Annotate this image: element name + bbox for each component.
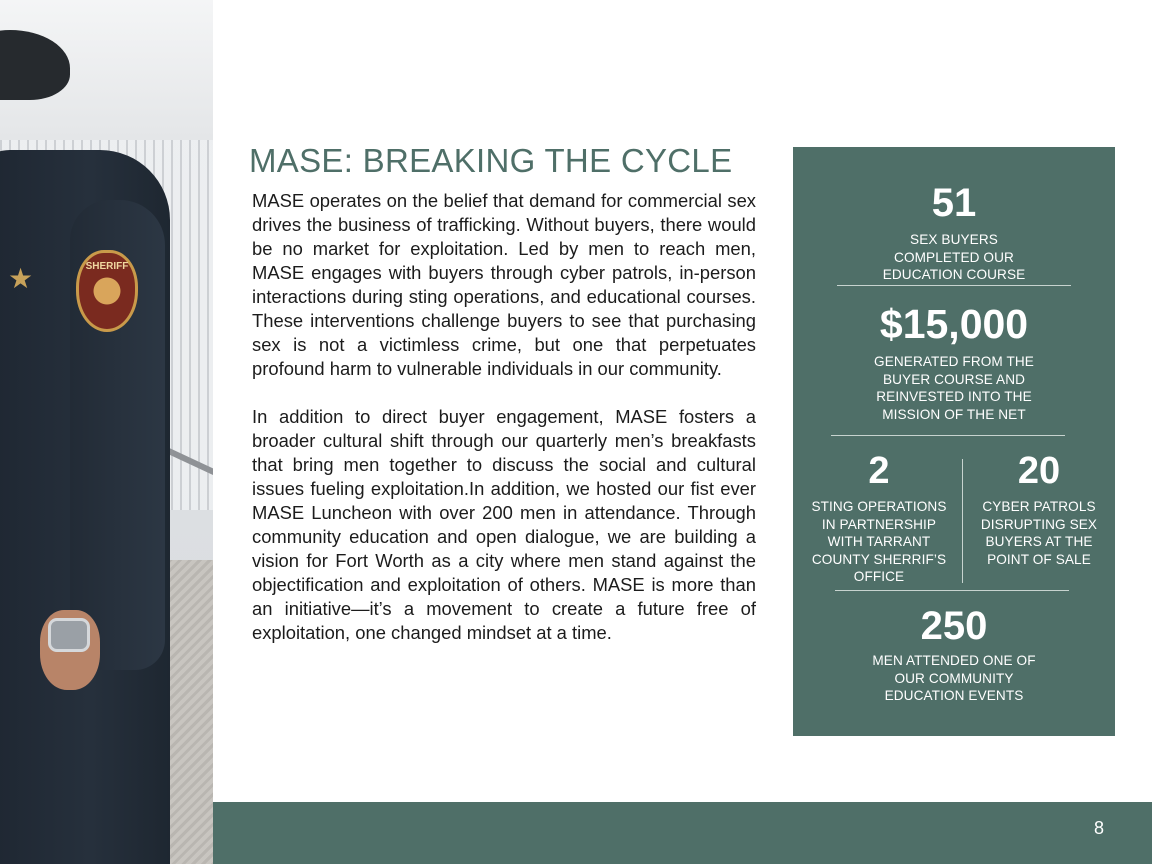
stat-value: $15,000 [879,301,1029,347]
stat-value: 250 [920,604,988,648]
stat-value: 51 [931,181,977,225]
stat-sex-buyers [833,183,1075,284]
badge-star-icon: ★ [8,263,34,294]
stat-label: STING OPERATIONS IN PARTNERSHIP WITH TARRANT COUNTY SHERRIF’S OFFICE [811,499,947,584]
sheriff-patch: SHERIFF [76,250,138,332]
stat-men-attended [833,606,1075,705]
stat-value: 20 [1017,450,1061,492]
stat-divider [831,435,1065,436]
paragraph-1: MASE operates on the belief that demand for commercial sex drives the business of trafficking. Without buyers, there would be no market for exploitation. Led by men to reach men, MASE engages with buyers through cyber patrols, in-person interactions during sting operations, and educational courses. These interventions challenge buyers to see that purchasing sex is not a victimless crime, but one that perpetuates profound harm to vulnerable individuals in our community. [252,190,756,379]
stat-label: CYBER PATROLS DISRUPTING SEX BUYERS AT THE POINT OF SALE [980,499,1098,567]
stat-funds-generated [833,301,1075,423]
wrist-watch [48,618,90,652]
page-number: 8 [1093,818,1104,838]
paragraph-2: In addition to direct buyer engagement, MASE fosters a broader cultural shift through our quarterly men’s breakfasts that bring men together to discuss the social and cultural issues fueling exploitation.In addition, we hosted our fist ever MASE Luncheon with over 200 men in attendance. Through community education and open dialogue, we are building a vision for Fort Worth as a city where men stand against the objectification and exploitation of others. MASE is more than an initiative—it’s a movement to create a future free of exploitation, one changed mindset at a time. [252,406,756,643]
stat-label: MEN ATTENDED ONE OF OUR COMMUNITY EDUCATION EVENTS [872,653,1036,703]
body-text [252,189,756,645]
stat-label: SEX BUYERS COMPLETED OUR EDUCATION COURSE [882,232,1026,282]
page-title: MASE: BREAKING THE CYCLE [249,142,733,179]
sheriff-photo [0,0,213,864]
stat-divider [835,590,1069,591]
stat-divider [837,285,1071,286]
stat-label: GENERATED FROM THE BUYER COURSE AND REINVESTED INTO THE MISSION OF THE NET [874,354,1034,422]
footer-bar [213,802,1152,864]
stat-sting-operations [803,452,955,586]
stats-panel [793,147,1115,736]
stat-value: 2 [868,450,890,492]
stat-vertical-divider [962,459,963,583]
stat-cyber-patrols [969,452,1109,568]
